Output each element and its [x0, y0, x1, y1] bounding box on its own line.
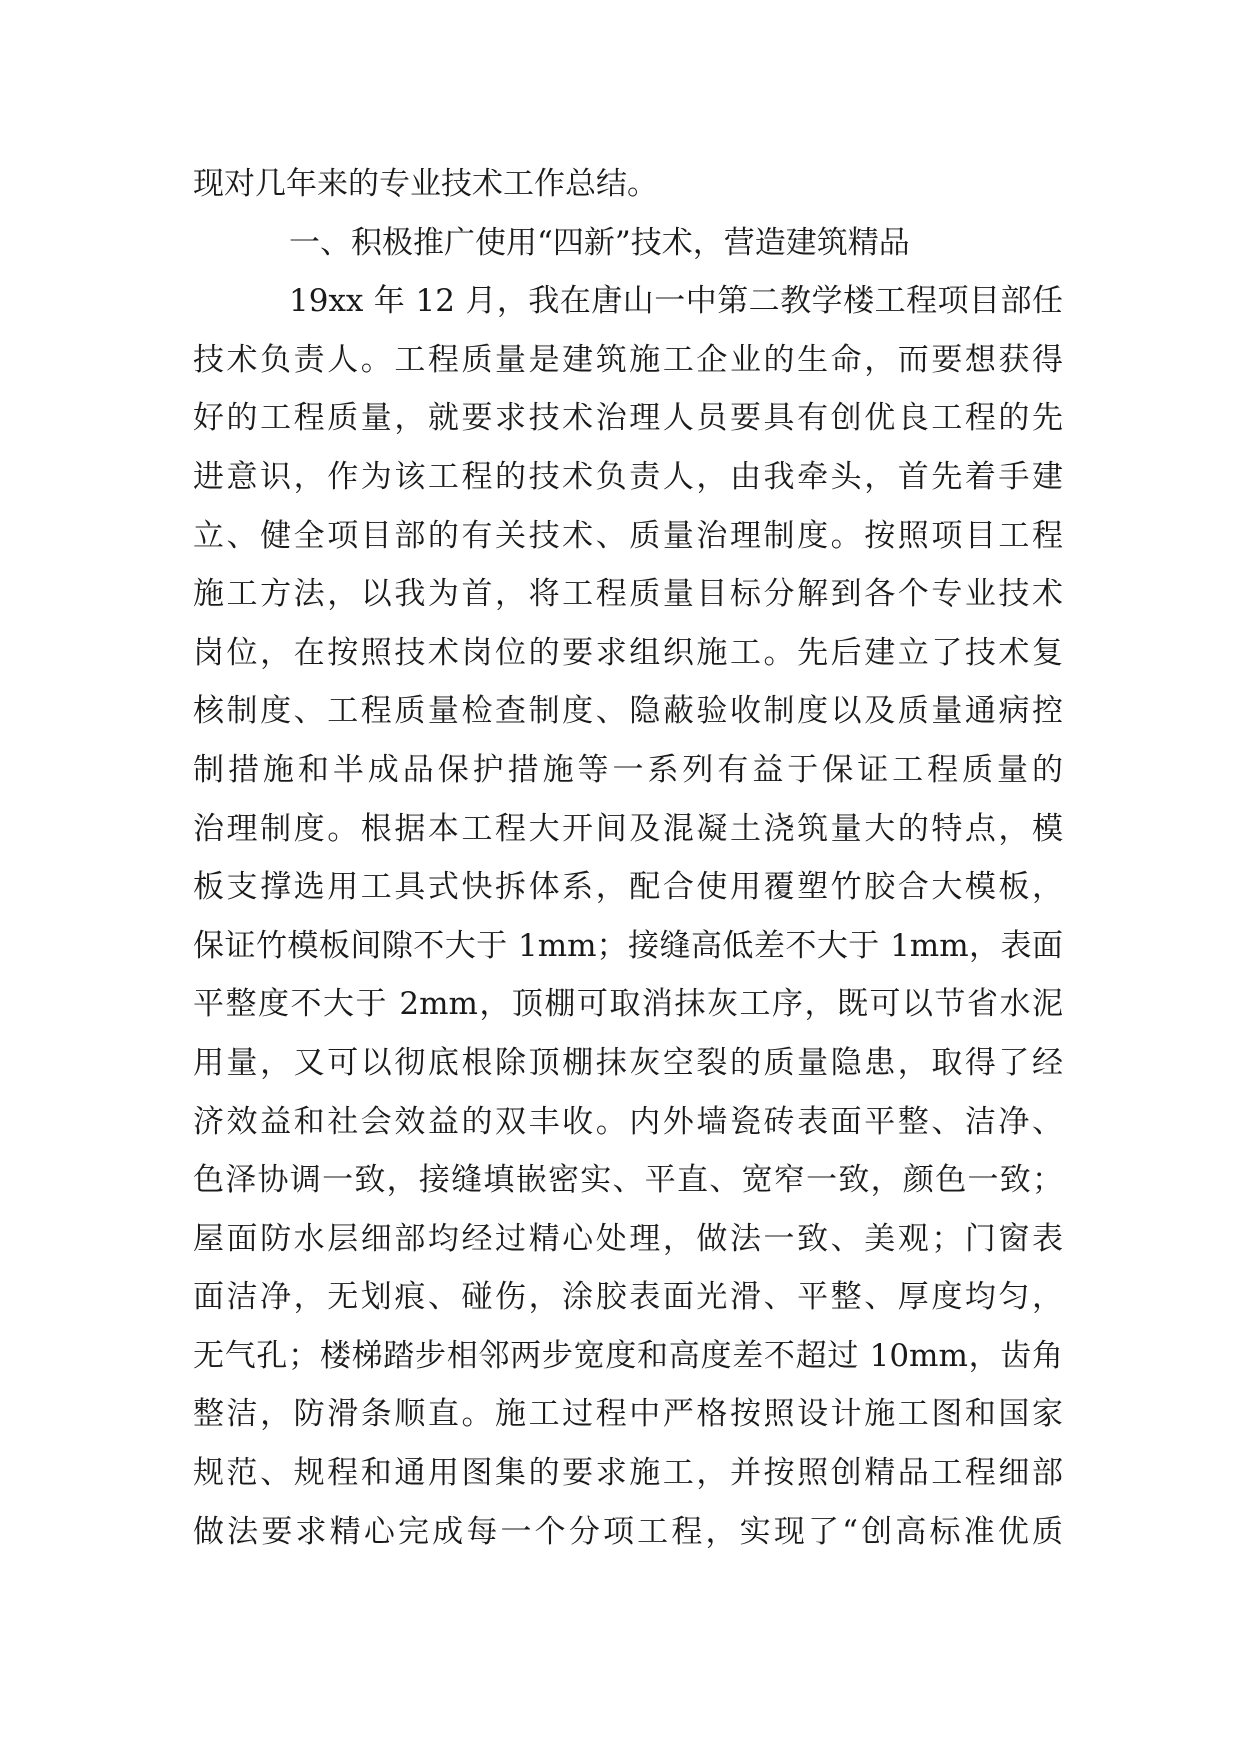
paragraph-line: 规范、规程和通用图集的要求施工，并按照创精品工程细部	[193, 1455, 1063, 1492]
paragraph-line: 屋面防水层细部均经过精心处理，做法一致、美观；门窗表	[193, 1220, 1063, 1257]
paragraph-line: 用量，又可以彻底根除顶棚抹灰空裂的质量隐患，取得了经	[193, 1044, 1063, 1081]
paragraph-line: 好的工程质量，就要求技术治理人员要具有创优良工程的先	[193, 400, 1063, 437]
paragraph-line: 平整度不大于 2mm，顶棚可取消抹灰工序，既可以节省水泥	[193, 986, 1063, 1023]
body-text	[193, 155, 1063, 1561]
paragraph-line: 面洁净，无划痕、碰伤，涂胶表面光滑、平整、厚度均匀，	[193, 1279, 1063, 1316]
paragraph-line: 板支撑选用工具式快拆体系，配合使用覆塑竹胶合大模板，	[193, 869, 1063, 906]
paragraph-line: 济效益和社会效益的双丰收。内外墙瓷砖表面平整、洁净、	[193, 1103, 1063, 1140]
paragraph-line: 立、健全项目部的有关技术、质量治理制度。按照项目工程	[193, 517, 1063, 554]
paragraph-line: 岗位，在按照技术岗位的要求组织施工。先后建立了技术复	[193, 634, 1063, 671]
paragraph-line: 技术负责人。工程质量是建筑施工企业的生命，而要想获得	[193, 341, 1063, 378]
paragraph-line: 治理制度。根据本工程大开间及混凝土浇筑量大的特点，模	[193, 810, 1063, 847]
paragraph-line: 施工方法，以我为首，将工程质量目标分解到各个专业技术	[193, 576, 1063, 613]
paragraph-line: 现对几年来的专业技术工作总结。	[193, 166, 658, 202]
paragraph-line: 无气孔；楼梯踏步相邻两步宽度和高度差不超过 10mm，齿角	[193, 1337, 1063, 1374]
paragraph-line: 整洁，防滑条顺直。施工过程中严格按照设计施工图和国家	[193, 1396, 1063, 1433]
paragraph-line: 保证竹模板间隙不大于 1mm；接缝高低差不大于 1mm，表面	[193, 927, 1063, 964]
section-heading: 一、积极推广使用“四新”技术，营造建筑精品	[289, 224, 910, 261]
paragraph-line: 色泽协调一致，接缝填嵌密实、平直、宽窄一致，颜色一致；	[193, 1162, 1063, 1199]
paragraph-line: 制措施和半成品保护措施等一系列有益于保证工程质量的	[193, 751, 1063, 788]
paragraph-line: 19xx 年 12 月，我在唐山一中第二教学楼工程项目部任	[289, 283, 1063, 320]
paragraph-line: 做法要求精心完成每一个分项工程，实现了“创高标准优质	[193, 1513, 1063, 1550]
paragraph-line: 进意识，作为该工程的技术负责人，由我牵头，首先着手建	[193, 458, 1063, 495]
paragraph-line: 核制度、工程质量检查制度、隐蔽验收制度以及质量通病控	[193, 693, 1063, 730]
